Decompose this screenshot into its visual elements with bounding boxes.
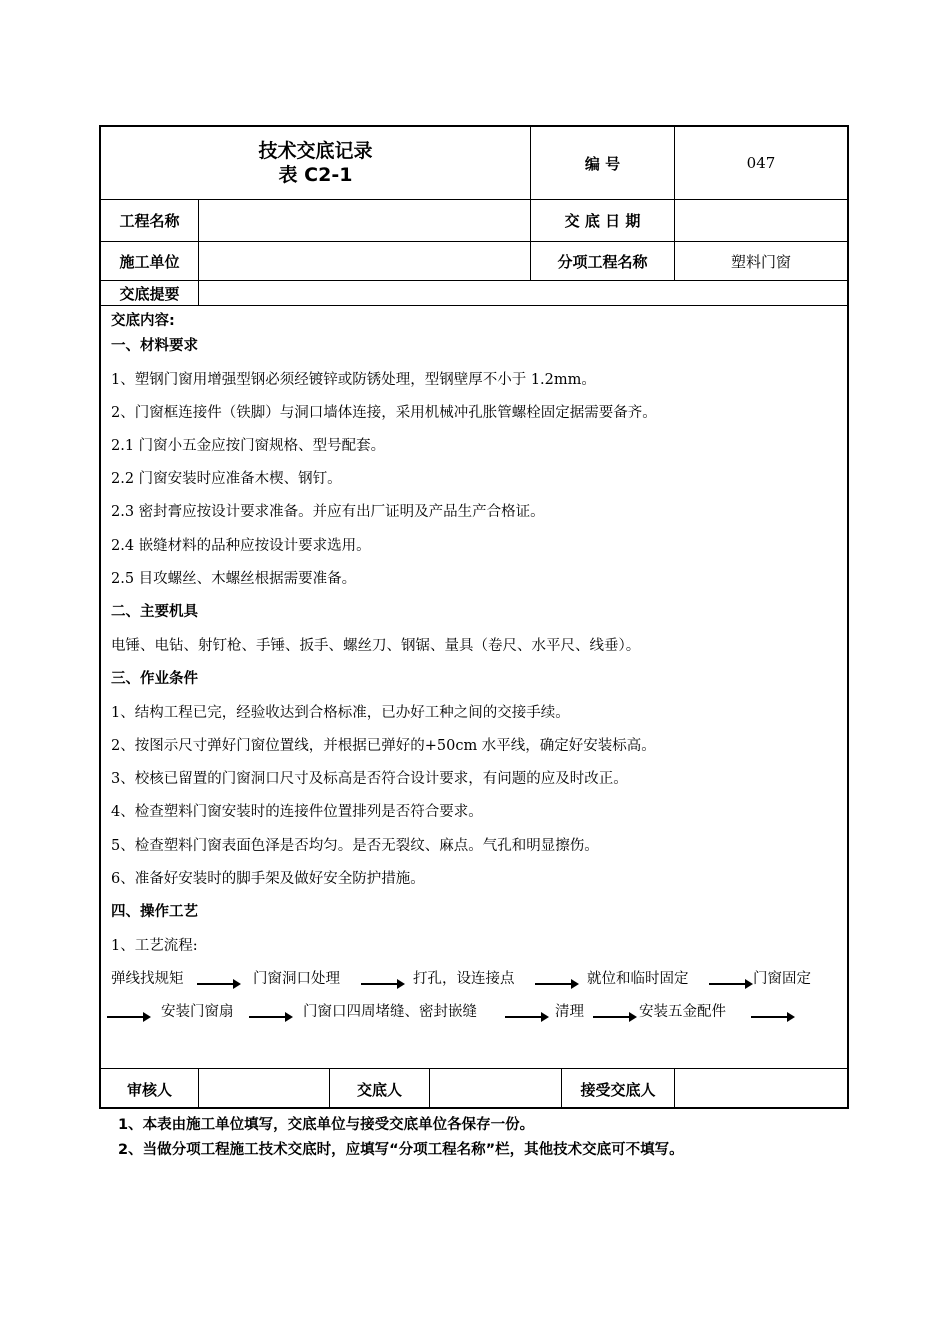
number-value[interactable]: 047 (746, 154, 776, 172)
summary-field[interactable] (199, 281, 847, 305)
reviewer-label: 审核人 (126, 1080, 172, 1099)
construction-unit-label: 施工单位 (119, 252, 180, 271)
materials-line-1: 1、塑钢门窗用增强型钢必须经镀锌或防锈处理，型钢壁厚不小于 1.2mm。 (111, 372, 596, 388)
summary-label: 交底提要 (119, 284, 180, 303)
conditions-line-5: 5、检查塑料门窗表面色泽是否均匀。是否无裂纹、麻点。气孔和明显擦伤。 (111, 838, 599, 854)
form-title-main: 技术交底记录 (258, 140, 373, 162)
flow-step: 清理 (555, 1004, 584, 1020)
discloser-label: 交底人 (356, 1080, 402, 1099)
receiver-field[interactable] (675, 1069, 847, 1109)
section-tools-title: 二、主要机具 (111, 604, 198, 620)
flow-arrow-icon (249, 1016, 291, 1018)
reviewer-field[interactable] (199, 1069, 329, 1109)
flow-step: 安装门窗扇 (161, 1004, 234, 1020)
flow-step: 门窗洞口处理 (253, 971, 340, 987)
form-title-code: 表 C2-1 (278, 164, 353, 186)
receiver-label: 接受交底人 (580, 1080, 656, 1099)
section-materials-title: 一、材料要求 (111, 338, 198, 354)
section-process-title: 四、操作工艺 (111, 904, 198, 920)
project-name-label: 工程名称 (119, 212, 180, 230)
subitem-name-value[interactable]: 塑料门窗 (730, 252, 791, 271)
conditions-line-4: 4、检查塑料门窗安装时的连接件位置排列是否符合要求。 (111, 804, 483, 820)
materials-line-5: 2.3 密封膏应按设计要求准备。并应有出厂证明及产品生产合格证。 (111, 504, 545, 520)
flow-arrow-icon (593, 1016, 635, 1018)
table-rule (101, 305, 847, 306)
process-flow-label: 1、工艺流程: (111, 938, 198, 954)
content-intro: 交底内容: (111, 313, 175, 329)
conditions-line-3: 3、校核已留置的门窗洞口尺寸及标高是否符合设计要求，有问题的应及时改正。 (111, 771, 628, 787)
flow-step: 门窗固定 (753, 971, 811, 987)
materials-line-6: 2.4 嵌缝材料的品种应按设计要求选用。 (111, 538, 371, 554)
flow-step: 就位和临时固定 (587, 971, 689, 987)
flow-step: 门窗口四周堵缝、密封嵌缝 (303, 1004, 477, 1020)
flow-step: 安装五金配件 (639, 1004, 726, 1020)
subitem-name-label: 分项工程名称 (557, 252, 648, 271)
flow-step: 弹线找规矩 (111, 971, 184, 987)
materials-line-2: 2、门窗框连接件（铁脚）与洞口墙体连接，采用机械冲孔胀管螺栓固定据需要备齐。 (111, 405, 657, 421)
form-title (101, 127, 530, 199)
project-name-field[interactable] (199, 200, 530, 241)
flow-step: 打孔，设连接点 (413, 971, 515, 987)
flow-arrow-icon (505, 1016, 547, 1018)
conditions-line-6: 6、准备好安装时的脚手架及做好安全防护措施。 (111, 871, 425, 887)
materials-line-3: 2.1 门窗小五金应按门窗规格、型号配套。 (111, 438, 386, 454)
conditions-line-2: 2、按图示尺寸弹好门窗位置线，并根据已弹好的+50cm 水平线，确定好安装标高。 (111, 738, 656, 754)
flow-arrow-icon (535, 983, 577, 985)
flow-arrow-icon (107, 1016, 149, 1018)
discloser-field[interactable] (430, 1069, 561, 1109)
disclosure-date-label: 交 底 日 期 (564, 212, 641, 230)
disclosure-date-field[interactable] (675, 200, 847, 241)
number-label: 编 号 (584, 154, 621, 173)
flow-arrow-icon (751, 1016, 793, 1018)
tools-line-1: 电锤、电钻、射钉枪、手锤、扳手、螺丝刀、钢锯、量具（卷尺、水平尺、线垂）。 (111, 638, 641, 654)
materials-line-7: 2.5 目攻螺丝、木螺丝根据需要准备。 (111, 571, 357, 587)
flow-arrow-icon (361, 983, 403, 985)
construction-unit-field[interactable] (199, 242, 530, 280)
conditions-line-1: 1、结构工程已完，经验收达到合格标准，已办好工种之间的交接手续。 (111, 705, 570, 721)
flow-arrow-icon (709, 983, 751, 985)
footnote-1: 1、本表由施工单位填写，交底单位与接受交底单位各保存一份。 (118, 1117, 535, 1133)
section-conditions-title: 三、作业条件 (111, 671, 198, 687)
footnote-2: 2、当做分项工程施工技术交底时，应填写“分项工程名称”栏，其他技术交底可不填写。 (118, 1142, 684, 1158)
disclosure-record-table (99, 125, 849, 1109)
flow-arrow-icon (197, 983, 239, 985)
materials-line-4: 2.2 门窗安装时应准备木楔、钢钉。 (111, 471, 342, 487)
